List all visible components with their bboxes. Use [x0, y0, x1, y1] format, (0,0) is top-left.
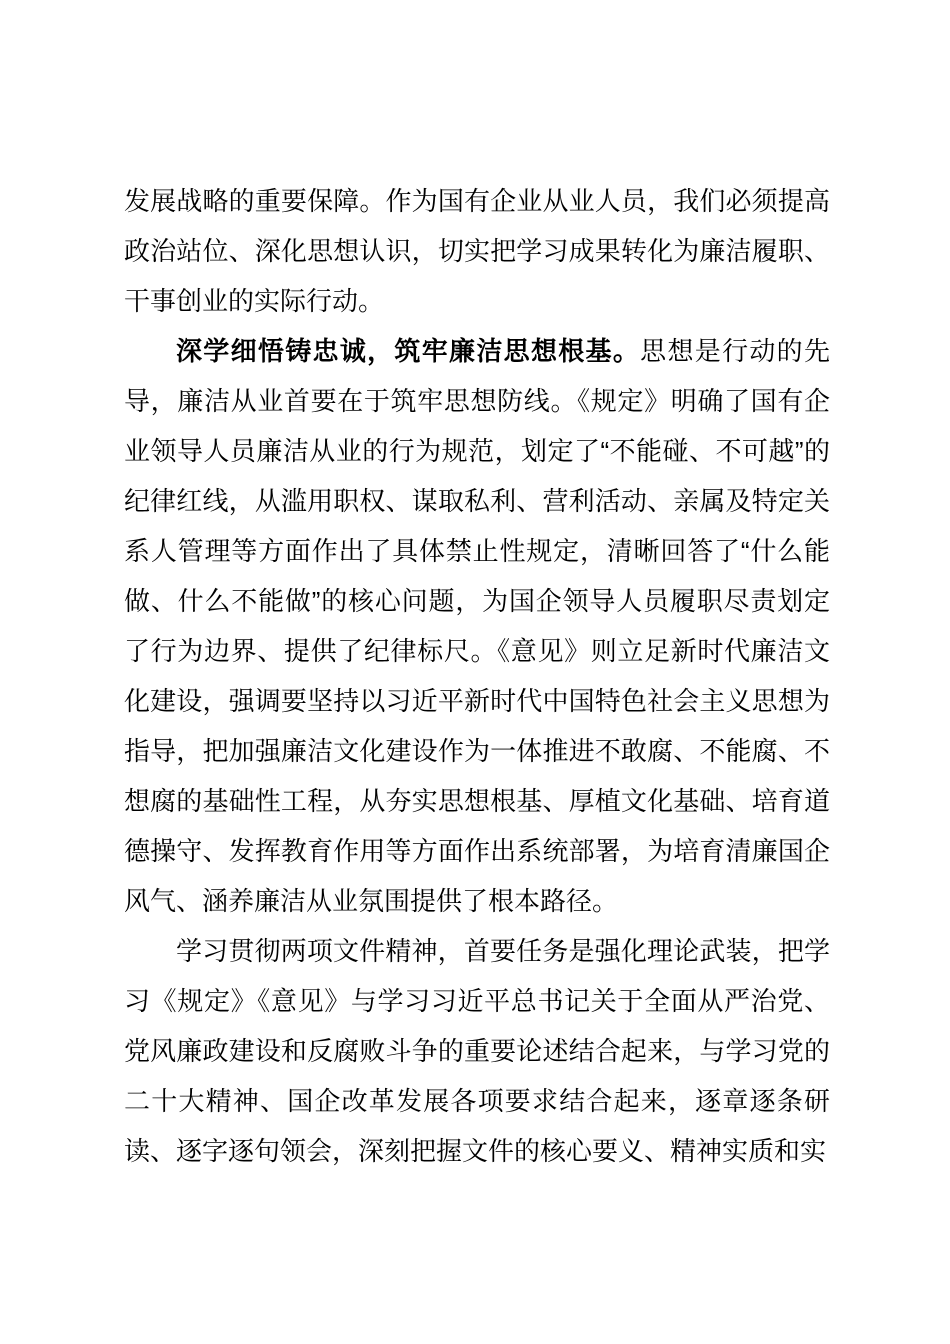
paragraph — [124, 926, 830, 1176]
text-run: 深学细悟铸忠诚，筑牢廉洁思想根基。 — [176, 336, 641, 366]
text-run: 发展战略的重要保障。作为国有企业从业人员，我们必须提高政治站位、深化思想认识，切实把学习成果转化为廉洁履职、干事创业的实际行动。 — [124, 186, 830, 316]
paragraph — [124, 176, 830, 326]
paragraph — [124, 326, 830, 926]
text-run: 学习贯彻两项文件精神，首要任务是强化理论武装，把学习《规定》《意见》与学习习近平总书记关于全面从严治党、党风廉政建设和反腐败斗争的重要论述结合起来，与学习党的二十大精神、国企改革发展各项要求结合起来，逐章逐条研读、逐字逐句领会，深刻把握文件的核心要义、精神实质和实 — [124, 936, 830, 1166]
text-run: 思想是行动的先导，廉洁从业首要在于筑牢思想防线。《规定》明确了国有企业领导人员廉洁从业的行为规范，划定了“不能碰、不可越”的纪律红线，从滥用职权、谋取私利、营利活动、亲属及特定关系人管理等方面作出了具体禁止性规定，清晰回答了“什么能做、什么不能做”的核心问题，为国企领导人员履职尽责划定了行为边界、提供了纪律标尺。《意见》则立足新时代廉洁文化建设，强调要坚持以习近平新时代中国特色社会主义思想为指导，把加强廉洁文化建设作为一体推进不敢腐、不能腐、不想腐的基础性工程，从夯实思想根基、厚植文化基础、培育道德操守、发挥教育作用等方面作出系统部署，为培育清廉国企风气、涵养廉洁从业氛围提供了根本路径。 — [124, 336, 830, 916]
